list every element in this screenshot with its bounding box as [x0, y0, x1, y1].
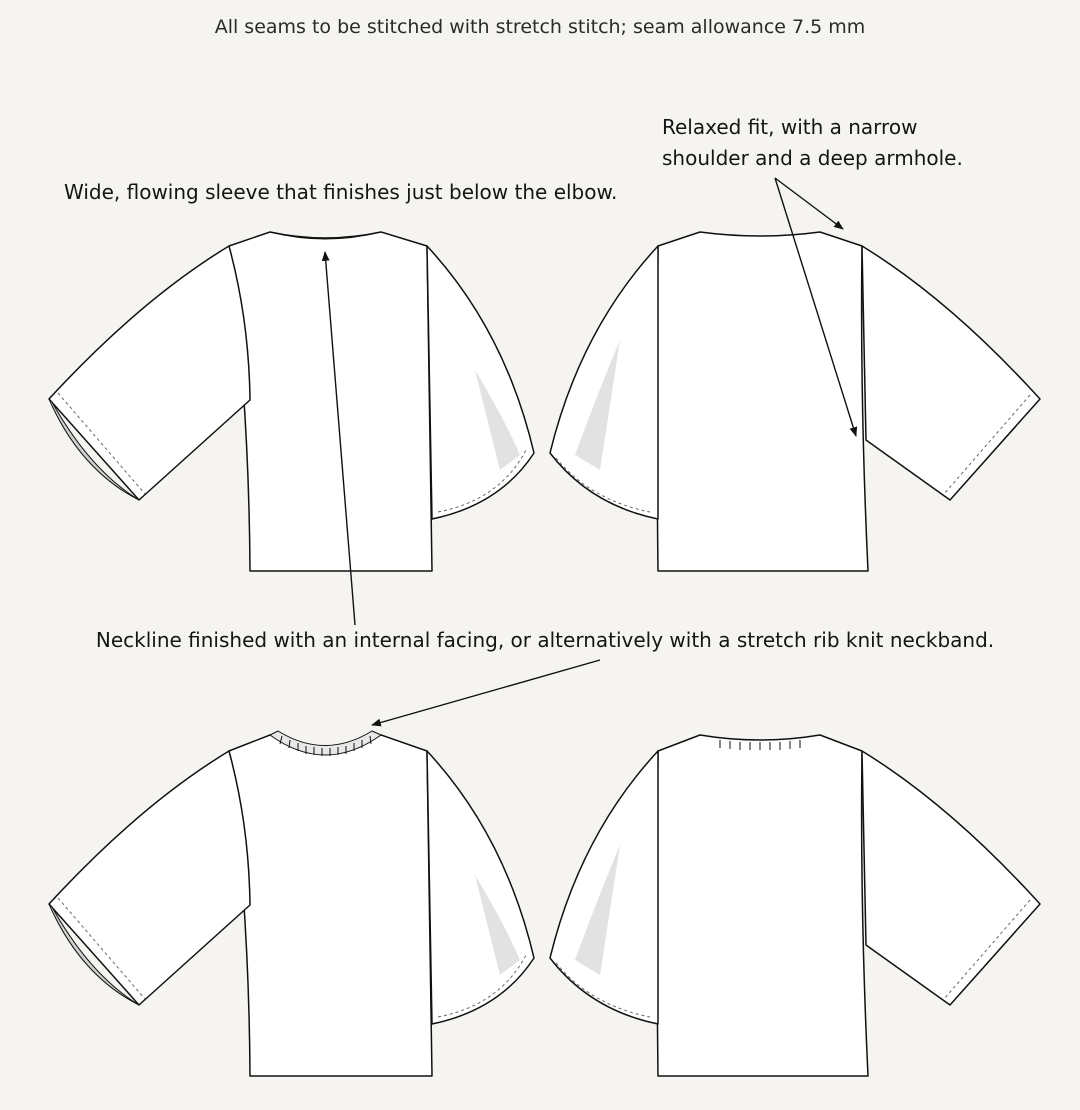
left-sleeve	[49, 246, 250, 500]
body-back-rib	[657, 735, 868, 1076]
relaxed-fit-line-1: Relaxed fit, with a narrow	[662, 115, 918, 139]
neckline-note: Neckline finished with an internal facing, or alternatively with a stretch rib knit neckband.	[95, 628, 995, 652]
sleeve-note: Wide, flowing sleeve that finishes just below the elbow.	[64, 180, 618, 204]
arrow-neckline	[372, 660, 600, 725]
relaxed-fit-line-2: shoulder and a deep armhole.	[662, 146, 963, 170]
left-sleeve-rib	[49, 751, 250, 1005]
garment-front-facing	[49, 232, 534, 571]
arrow-relaxed-shoulder	[775, 178, 843, 229]
body-front	[229, 232, 432, 571]
garment-front-rib	[49, 731, 534, 1076]
body-back	[657, 232, 868, 571]
body-front-rib	[229, 735, 432, 1076]
garment-back-facing	[550, 232, 1040, 571]
right-sleeve-back	[862, 246, 1040, 500]
garment-back-rib	[550, 735, 1040, 1076]
right-sleeve-back-rib	[862, 751, 1040, 1005]
seam-instructions: All seams to be stitched with stretch stitch; seam allowance 7.5 mm	[214, 16, 866, 38]
relaxed-fit-note	[662, 112, 963, 174]
